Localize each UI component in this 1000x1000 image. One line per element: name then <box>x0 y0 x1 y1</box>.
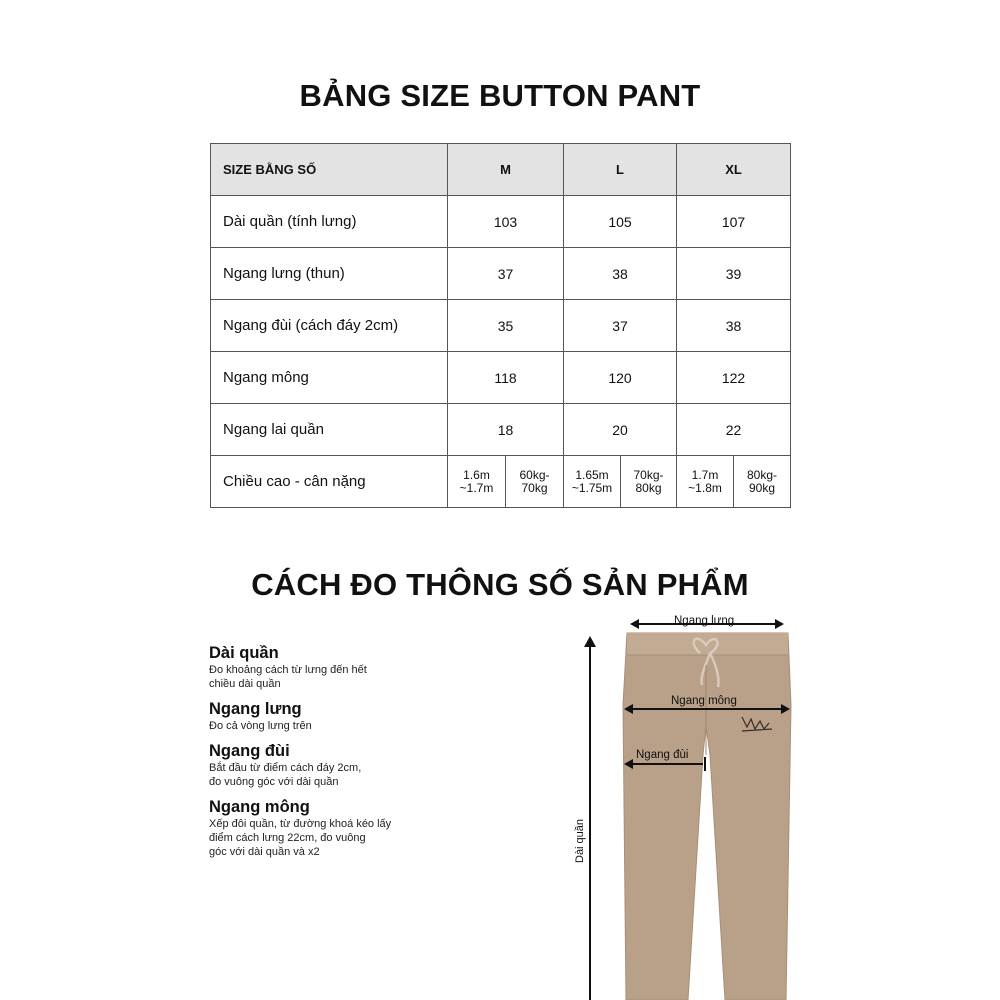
table-row <box>211 300 791 352</box>
row-label: Ngang lai quần <box>211 404 448 456</box>
table-row <box>211 404 791 456</box>
cell-xl-height: 1.7m ~1.8m <box>677 456 734 508</box>
label-thigh: Ngang đùi <box>636 749 689 761</box>
table-row-height-weight <box>211 456 791 508</box>
instr-heading-waist: Ngang lưng <box>209 700 302 718</box>
cell-m: 37 <box>448 248 564 300</box>
row-label: Ngang mông <box>211 352 448 404</box>
header-size-l: L <box>564 144 677 196</box>
pant-illustration <box>560 605 820 1000</box>
arrow-left-icon <box>630 619 639 629</box>
cell-l-weight: 70kg- 80kg <box>621 456 677 508</box>
instr-desc-waist: Đo cả vòng lưng trên <box>209 720 312 732</box>
label-length: Dài quần <box>574 818 586 863</box>
cell-l: 120 <box>564 352 677 404</box>
instr-desc-hip: Xếp đôi quần, từ đường khoá kéo lấy điểm cách lưng 22cm, đo vuông góc với dài quần và x2 <box>209 818 392 858</box>
header-size-xl: XL <box>677 144 791 196</box>
label-waist: Ngang lưng <box>674 615 735 627</box>
label-hip: Ngang mông <box>671 695 737 707</box>
pant-measurement-diagram <box>560 605 820 1000</box>
cell-xl: 22 <box>677 404 791 456</box>
instr-desc-length: Đo khoảng cách từ lưng đến hết chiều dài quần <box>209 664 367 690</box>
cell-m: 103 <box>448 196 564 248</box>
cell-l: 38 <box>564 248 677 300</box>
cell-m-height: 1.6m ~1.7m <box>448 456 506 508</box>
header-size-m: M <box>448 144 564 196</box>
instr-heading-thigh: Ngang đùi <box>209 742 290 760</box>
cell-l: 37 <box>564 300 677 352</box>
row-label: Dài quần (tính lưng) <box>211 196 448 248</box>
header-size-label: SIZE BẰNG SỐ <box>211 144 448 196</box>
instr-desc-thigh: Bắt đầu từ điểm cách đáy 2cm, đo vuông góc với dài quần <box>209 762 362 788</box>
measure-instructions <box>209 643 459 867</box>
arrow-right-icon <box>775 619 784 629</box>
cell-m: 18 <box>448 404 564 456</box>
pant-shape-icon <box>623 633 791 1000</box>
cell-xl: 107 <box>677 196 791 248</box>
instr-heading-length: Dài quần <box>209 644 279 662</box>
cell-xl-weight: 80kg- 90kg <box>734 456 791 508</box>
cell-l-height: 1.65m ~1.75m <box>564 456 621 508</box>
size-chart-title: BẢNG SIZE BUTTON PANT <box>299 78 701 113</box>
row-label: Chiều cao - cân nặng <box>211 456 448 508</box>
row-label: Ngang đùi (cách đáy 2cm) <box>211 300 448 352</box>
cell-l: 20 <box>564 404 677 456</box>
cell-m: 118 <box>448 352 564 404</box>
cell-xl: 122 <box>677 352 791 404</box>
cell-m: 35 <box>448 300 564 352</box>
table-row <box>211 248 791 300</box>
table-row <box>211 352 791 404</box>
cell-l: 105 <box>564 196 677 248</box>
table-row <box>211 196 791 248</box>
instr-heading-hip: Ngang mông <box>209 798 310 816</box>
arrow-up-icon <box>584 636 596 647</box>
cell-m-weight: 60kg- 70kg <box>506 456 564 508</box>
cell-xl: 38 <box>677 300 791 352</box>
row-label: Ngang lưng (thun) <box>211 248 448 300</box>
cell-xl: 39 <box>677 248 791 300</box>
size-chart-table <box>210 143 791 508</box>
table-header-row <box>211 144 791 196</box>
measure-guide-title: CÁCH ĐO THÔNG SỐ SẢN PHẨM <box>251 567 749 602</box>
